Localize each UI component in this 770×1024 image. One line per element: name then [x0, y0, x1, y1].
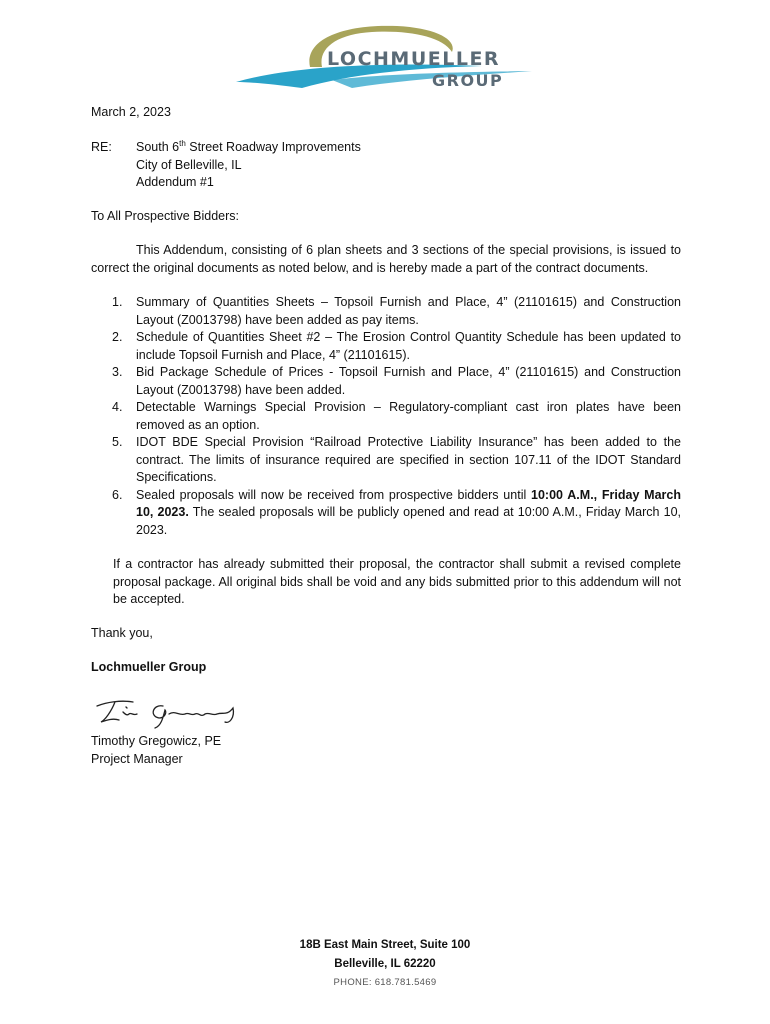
- signer-block: [91, 733, 221, 768]
- re-label: RE:: [91, 140, 112, 154]
- closing: Thank you,: [91, 626, 153, 640]
- list-item: 6. Sealed proposals will now be received from prospective bidders until 10:00 A.M., Friday March 10, 2023. The sealed proposals will be publicly opened and read at 10:00 A.M., Friday March 10, 2023.: [112, 487, 681, 537]
- re-city-line: City of Belleville, IL: [136, 157, 242, 172]
- list-item: 2. Schedule of Quantities Sheet #2 – The Erosion Control Quantity Schedule has been updated to include Topsoil Furnish and Place, 4” (21101615).: [112, 330, 681, 362]
- signer-title: Project Manager: [91, 751, 183, 766]
- company-name: Lochmueller Group: [91, 660, 207, 674]
- handwritten-signature: [93, 694, 243, 730]
- list-item: 4. Detectable Warnings Special Provision – Regulatory-compliant cast iron plates have been removed as an option.: [112, 400, 681, 432]
- footer-address: 18B East Main Street, Suite 100: [299, 939, 471, 951]
- list-item: 1. Summary of Quantities Sheets – Topsoil Furnish and Place, 4” (21101615) and Construction Layout (Z0013798) have been added as pay items.: [112, 295, 681, 327]
- footer-city: Belleville, IL 62220: [334, 958, 436, 970]
- logo-text-lochmueller: LOCHMUELLER: [327, 48, 501, 70]
- letter-date: March 2, 2023: [91, 105, 171, 119]
- intro-paragraph: This Addendum, consisting of 6 plan sheets and 3 sections of the special provisions, is issued to correct the original documents as noted below, and is hereby made a part of the contract documents.: [91, 243, 681, 275]
- salutation: To All Prospective Bidders:: [91, 209, 239, 223]
- logo-text-group: GROUP: [432, 71, 504, 90]
- re-project-line: South 6th Street Roadway Improvements: [136, 138, 361, 154]
- re-addendum-line: Addendum #1: [136, 175, 214, 189]
- bid-deadline: 10:00 A.M., Friday March 10, 2023.: [136, 487, 681, 519]
- signer-name: Timothy Gregowicz, PE: [91, 734, 222, 748]
- footer-phone: PHONE: 618.781.5469: [333, 977, 437, 988]
- list-item: 3. Bid Package Schedule of Prices - Topsoil Furnish and Place, 4” (21101615) and Construction Layout (Z0013798) have been added.: [112, 365, 681, 397]
- re-subject: [136, 139, 361, 192]
- revised-proposal-note: If a contractor has already submitted their proposal, the contractor shall submit a revised complete proposal package. All original bids shall be void and any bids submitted prior to this addendum will not be accepted.: [113, 557, 681, 606]
- addendum-items-list: [91, 294, 681, 539]
- list-item: 5. IDOT BDE Special Provision “Railroad Protective Liability Insurance” has been added to the contract. The limits of insurance required are specified in section 107.11 of the IDOT Standard Specifications.: [112, 435, 681, 484]
- company-logo: [232, 22, 537, 97]
